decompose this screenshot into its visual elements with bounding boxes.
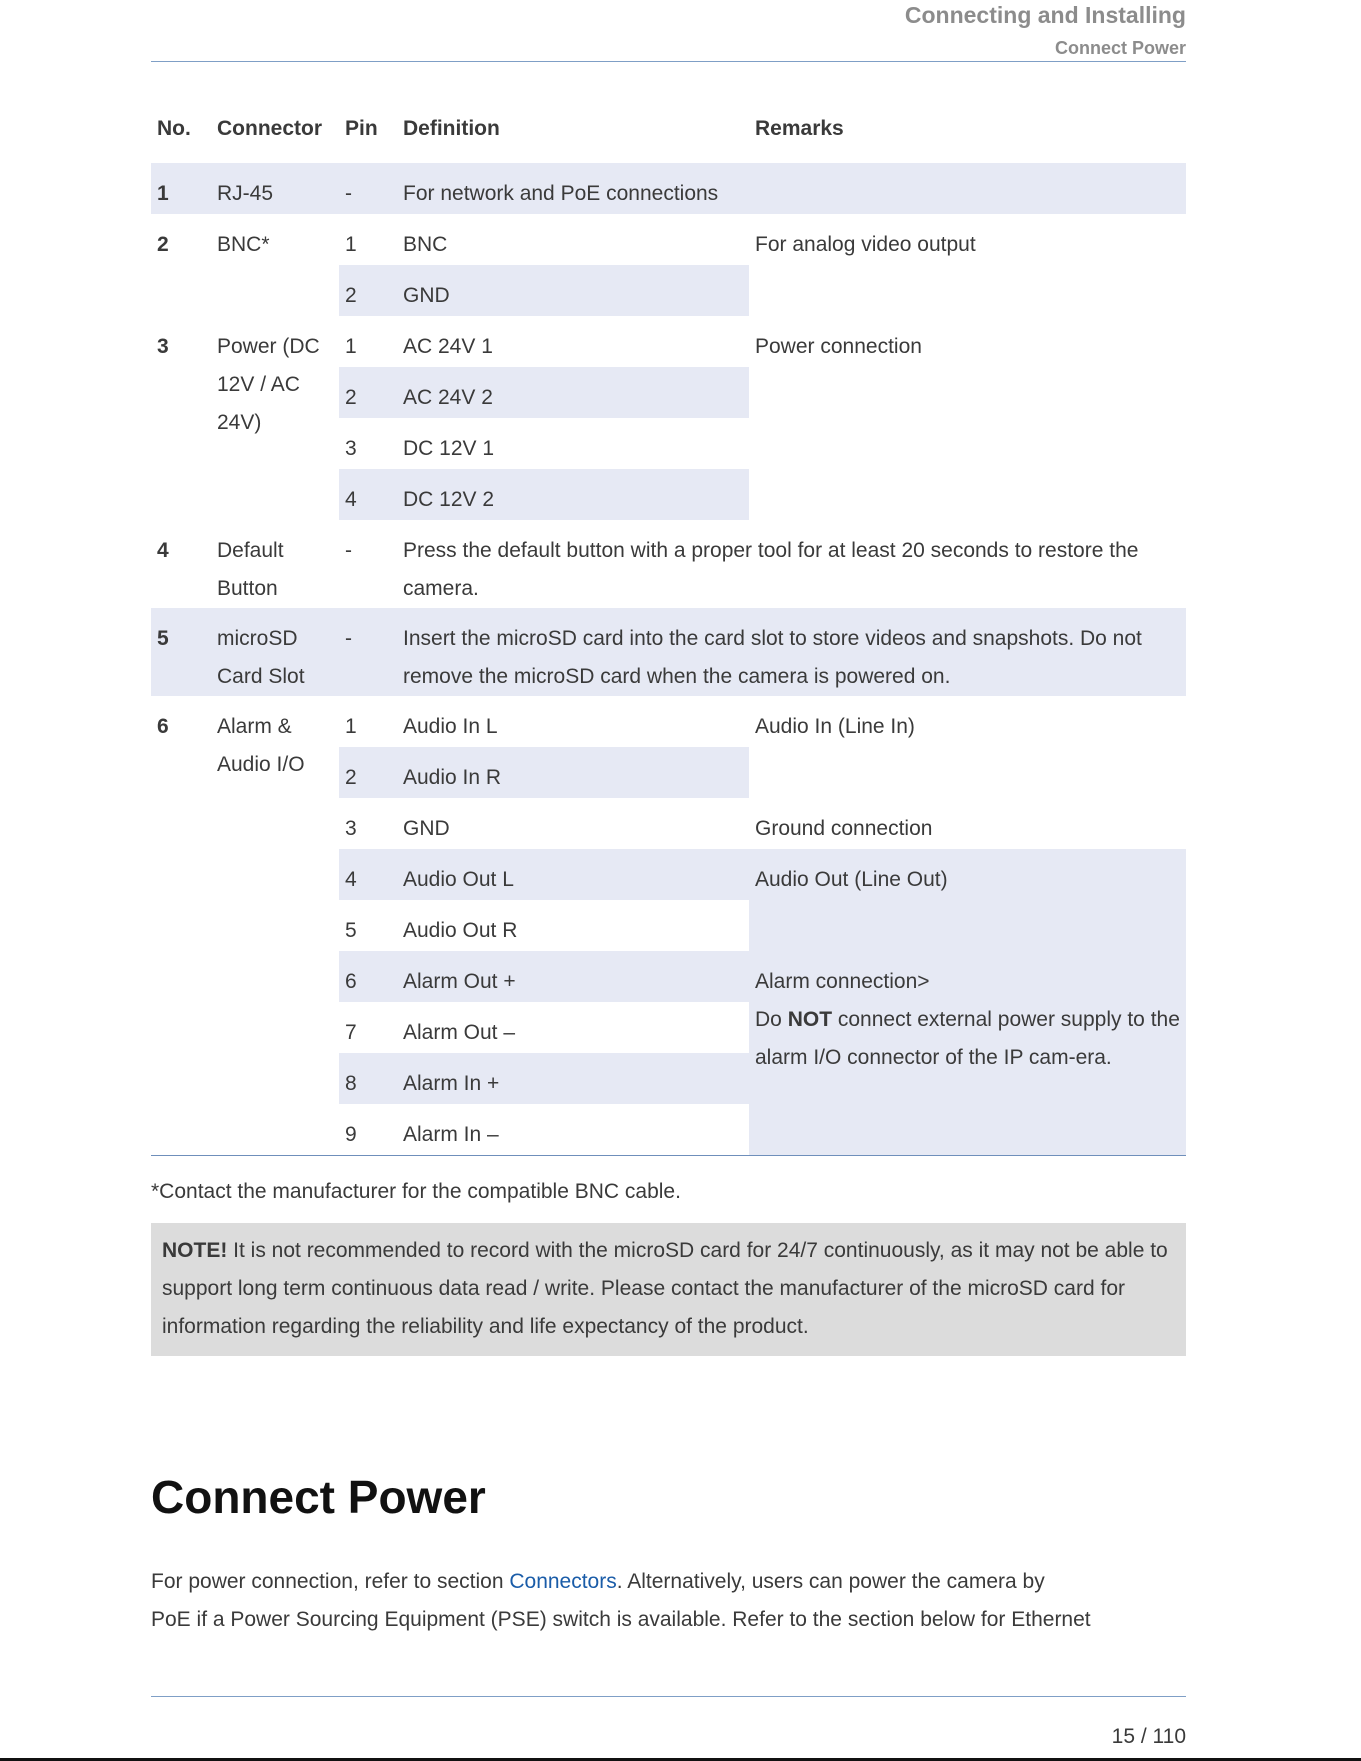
- cell-definition: For network and PoE connections: [403, 182, 719, 205]
- cell-pin: 1: [345, 715, 357, 738]
- table-row: [151, 163, 1186, 214]
- connector-table: [151, 105, 1186, 1156]
- cell-remarks: Power connection: [755, 335, 922, 358]
- cell-definition: Audio Out L: [397, 849, 749, 900]
- cell-pin: 3: [345, 817, 357, 840]
- paragraph-text: . Alternatively, users can power the camera by: [616, 1570, 1045, 1593]
- cell-pin: -: [345, 539, 352, 562]
- column-header-definition: Definition: [403, 117, 500, 140]
- cell-definition: Alarm In +: [397, 1053, 749, 1104]
- cell-remarks: Ground connection: [755, 817, 933, 840]
- table-row: [151, 520, 1186, 608]
- cell-pin: -: [345, 627, 352, 650]
- note-text: It is not recommended to record with the microSD card for 24/7 continuously, as it may not be able to support long term continuous data read / write. Please contact the manufacturer of the microSD card for information regarding the reliability and life expectancy of the product.: [162, 1239, 1168, 1338]
- cell-pin: 6: [339, 951, 397, 1002]
- page-number: 15 / 110: [1111, 1725, 1186, 1748]
- remarks-warning-emphasis: NOT: [787, 1008, 833, 1031]
- column-header-pin: Pin: [345, 117, 378, 140]
- cell-remarks: For analog video output: [755, 233, 976, 256]
- remarks-warning-text: connect external power supply to the alarm I/O connector of the IP cam-era.: [755, 1008, 1180, 1069]
- column-header-remarks: Remarks: [755, 117, 844, 140]
- cell-pin: 9: [345, 1123, 357, 1146]
- remarks-warning-prefix: Do: [755, 1008, 788, 1031]
- footer-divider: [151, 1696, 1186, 1697]
- cell-definition: AC 24V 2: [397, 367, 749, 418]
- cell-definition: Alarm Out +: [397, 951, 749, 1002]
- cell-definition: DC 12V 1: [403, 437, 495, 460]
- cell-no: 3: [157, 335, 169, 358]
- table-footnote: *Contact the manufacturer for the compatible BNC cable.: [151, 1180, 681, 1203]
- cell-remarks: Audio Out (Line Out): [749, 849, 1186, 951]
- section-paragraph: [151, 1563, 1191, 1639]
- note-label: NOTE!: [162, 1239, 228, 1262]
- cell-definition: Insert the microSD card into the card slot to store videos and snapshots. Do not remove the microSD card when the camera is powered on.: [403, 627, 1142, 688]
- cell-connector: Alarm & Audio I/O: [217, 715, 305, 776]
- paragraph-line-2: PoE if a Power Sourcing Equipment (PSE) switch is available. Refer to the section below for Ethernet: [151, 1608, 1091, 1631]
- cell-connector: Default Button: [217, 539, 284, 600]
- cell-definition: GND: [403, 817, 450, 840]
- cell-connector: RJ-45: [217, 182, 274, 205]
- page-header: [151, 0, 1186, 62]
- cell-no: 5: [157, 627, 169, 650]
- cell-definition: Audio In R: [397, 747, 749, 798]
- cell-pin: 3: [345, 437, 357, 460]
- cell-definition: GND: [397, 265, 749, 316]
- cell-pin: 1: [345, 335, 357, 358]
- cell-pin: 8: [339, 1053, 397, 1104]
- column-header-no: No.: [157, 117, 191, 140]
- cell-pin: 4: [339, 849, 397, 900]
- connectors-link[interactable]: Connectors: [509, 1570, 617, 1593]
- cell-pin: 1: [345, 233, 357, 256]
- table-row: [151, 608, 1186, 696]
- cell-connector: BNC*: [217, 233, 270, 256]
- cell-definition: BNC: [403, 233, 448, 256]
- cell-no: 6: [157, 715, 169, 738]
- cell-pin: 5: [345, 919, 357, 942]
- paragraph-line-1: [151, 1563, 1191, 1601]
- cell-pin: 2: [339, 265, 397, 316]
- paragraph-text: For power connection, refer to section: [151, 1570, 510, 1593]
- cell-pin: 2: [339, 367, 397, 418]
- cell-pin: 2: [339, 747, 397, 798]
- cell-definition: Alarm Out –: [403, 1021, 516, 1044]
- cell-definition: Alarm In –: [403, 1123, 499, 1146]
- remarks-alarm-heading: Alarm connection>: [755, 970, 930, 993]
- cell-definition: Audio In L: [403, 715, 498, 738]
- column-header-connector: Connector: [217, 117, 322, 140]
- cell-pin: -: [345, 182, 352, 205]
- cell-definition: DC 12V 2: [397, 469, 749, 520]
- table-row: [151, 696, 1186, 747]
- table-header-row: [151, 105, 1186, 163]
- cell-definition: Press the default button with a proper tool for at least 20 seconds to restore the camera.: [403, 539, 1139, 600]
- section-subtitle: Connect Power: [1054, 38, 1186, 58]
- section-heading: Connect Power: [151, 1471, 486, 1523]
- table-row: [151, 214, 1186, 265]
- cell-remarks: Audio In (Line In): [755, 715, 915, 738]
- cell-no: 1: [157, 182, 169, 205]
- cell-pin: 4: [339, 469, 397, 520]
- cell-no: 4: [157, 539, 169, 562]
- cell-connector: Power (DC 12V / AC 24V): [217, 335, 320, 434]
- cell-definition: AC 24V 1: [403, 335, 493, 358]
- table-row: [151, 316, 1186, 367]
- note-box: [151, 1223, 1186, 1356]
- cell-remarks: [749, 951, 1186, 1156]
- cell-pin: 7: [345, 1021, 357, 1044]
- cell-no: 2: [157, 233, 169, 256]
- cell-connector: microSD Card Slot: [217, 627, 305, 688]
- cell-definition: Audio Out R: [403, 919, 518, 942]
- chapter-title: Connecting and Installing: [904, 2, 1186, 28]
